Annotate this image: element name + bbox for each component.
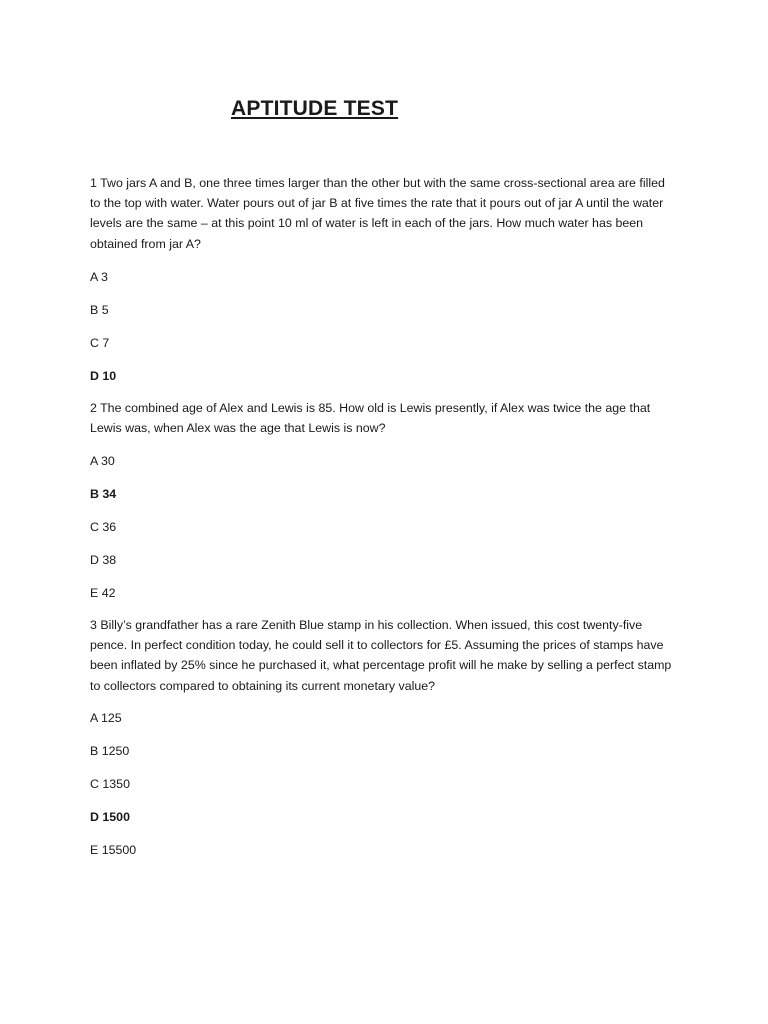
option-3c: C 1350: [90, 777, 130, 791]
option-3d-correct: D 1500: [90, 810, 130, 824]
option-1c: C 7: [90, 336, 110, 350]
option-1b: B 5: [90, 303, 109, 317]
question-text: 3 Billy’s grandfather has a rare Zenith Blue stamp in his collection. When issued, this cost twenty-five pence. In perfect condition today, he could sell it to collectors for £5. Assuming the prices of stamps have been inflated by 25% since he purchased it, what percentage profit will he make by selling a perfect stamp to collectors compared to obtaining its current monetary value?: [90, 618, 672, 693]
question-2: [90, 398, 672, 438]
option-2b-correct: B 34: [90, 487, 117, 501]
option-3a: A 125: [90, 711, 122, 725]
question-text: 2 The combined age of Alex and Lewis is 85. How old is Lewis presently, if Alex was twice the age that Lewis was, when Alex was the age that Lewis is now?: [90, 401, 651, 436]
option-2e: E 42: [90, 586, 116, 600]
option-3b: B 1250: [90, 744, 130, 758]
option-3e: E 15500: [90, 843, 137, 857]
question-1: [90, 173, 672, 254]
page-title: APTITUDE TEST: [231, 97, 399, 120]
option-2a: A 30: [90, 454, 115, 468]
option-2c: C 36: [90, 520, 117, 534]
question-3: [90, 615, 672, 696]
option-1d-correct: D 10: [90, 369, 117, 383]
option-1a: A 3: [90, 270, 108, 284]
option-2d: D 38: [90, 553, 117, 567]
question-text: 1 Two jars A and B, one three times larger than the other but with the same cross-sectional area are filled to the top with water. Water pours out of jar B at five times the rate that it pours out of jar A until the water levels are the same – at this point 10 ml of water is left in each of the jars. How much water has been obtained from jar A?: [90, 176, 665, 251]
